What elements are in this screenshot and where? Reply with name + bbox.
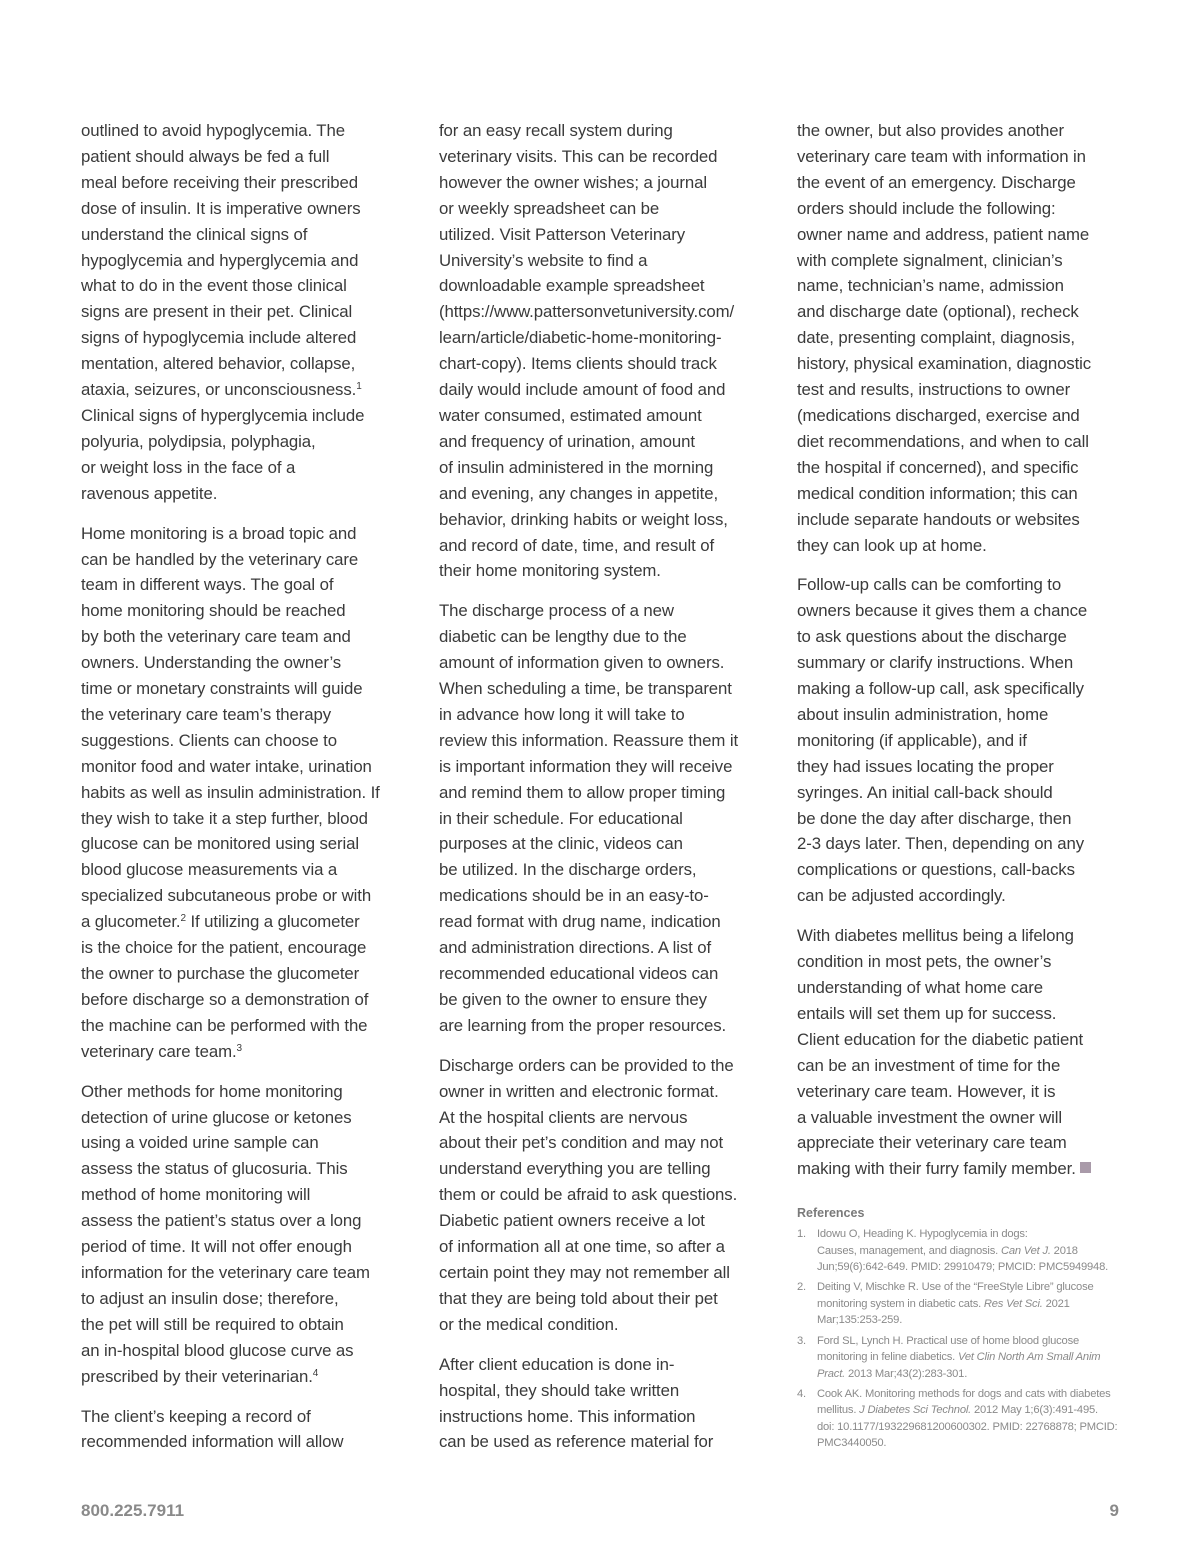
paragraph	[81, 1079, 411, 1390]
text-line: When scheduling a time, be transparent	[439, 679, 732, 699]
text-line: University’s website to find a	[439, 250, 648, 270]
references-heading: References	[797, 1206, 865, 1221]
text-line: owners. Understanding the owner’s	[81, 653, 342, 673]
reference-line: doi: 10.1177/193229681200600302. PMID: 22768878; PMCID:	[817, 1420, 1118, 1433]
text-line: understand everything you are telling	[439, 1159, 711, 1179]
text-line: (https://www.pattersonvetuniversity.com/	[439, 302, 735, 322]
text-line: be done the day after discharge, then	[797, 808, 1072, 828]
text-line: complications or questions, call-backs	[797, 860, 1075, 880]
text-line: or weekly spreadsheet can be	[439, 198, 660, 218]
text-line: and evening, any changes in appetite,	[439, 483, 719, 503]
text-line: the event of an emergency. Discharge	[797, 172, 1076, 192]
text-line: the owner to purchase the glucometer	[81, 964, 360, 983]
paragraph	[439, 1053, 769, 1338]
text-line: certain point they may not remember all	[439, 1262, 730, 1282]
text-line: ravenous appetite.	[81, 483, 218, 503]
text-line: assess the status of glucosuria. This	[81, 1159, 348, 1179]
reference-number: 2.	[797, 1281, 806, 1294]
text-line: veterinary care team. However, it is	[797, 1081, 1056, 1101]
text-line: is important information they will receive	[439, 756, 733, 776]
text-line: with complete signalment, clinician’s	[797, 250, 1063, 270]
text-line: chart-copy). Items clients should track	[439, 354, 717, 374]
paragraph	[797, 923, 1129, 1182]
citation-marker: 4	[312, 1367, 319, 1379]
reference-line: Cook AK. Monitoring methods for dogs and cats with diabetes	[817, 1387, 1111, 1400]
text-line: At the hospital clients are nervous	[439, 1107, 688, 1127]
footer-page-number: 9	[1109, 1501, 1119, 1520]
text-line: in their schedule. For educational	[439, 808, 683, 828]
text-line: are learning from the proper resources.	[439, 1015, 727, 1035]
text-line: outlined to avoid hypoglycemia. The	[81, 121, 345, 140]
text-line: meal before receiving their prescribed	[81, 172, 358, 192]
text-line: can be handled by the veterinary care	[81, 549, 359, 569]
text-line: for an easy recall system during	[439, 121, 673, 140]
column-right	[797, 118, 1129, 1456]
text-line: signs are present in their pet. Clinical	[81, 302, 353, 322]
text-line: or the medical condition.	[439, 1314, 619, 1334]
reference-number: 1.	[797, 1228, 806, 1241]
reference-line: Deiting V, Mischke R. Use of the “FreeStyle Libre” glucose	[817, 1281, 1094, 1294]
text-line: mentation, altered behavior, collapse,	[81, 354, 356, 374]
citation-marker: 2	[180, 913, 186, 925]
text-line: include separate handouts or websites	[797, 509, 1080, 529]
text-line: veterinary care team with information in	[797, 146, 1086, 166]
text-line: or weight loss in the face of a	[81, 457, 296, 477]
text-line: condition in most pets, the owner’s	[797, 952, 1052, 972]
text-line: before discharge so a demonstration of	[81, 989, 369, 1009]
text-line: information for the veterinary care team	[81, 1262, 370, 1282]
text-line: medications should be in an easy-to-	[439, 886, 709, 906]
text-line: the veterinary care team’s therapy	[81, 704, 331, 724]
text-line: (medications discharged, exercise and	[797, 405, 1080, 425]
text-line: signs of hypoglycemia include altered	[81, 328, 357, 348]
text-line: ataxia, seizures, or unconsciousness.$^1$	[81, 380, 362, 400]
text-line: glucose can be monitored using serial	[81, 834, 360, 854]
text-line: understanding of what home care	[797, 978, 1043, 997]
text-line: and frequency of urination, amount	[439, 431, 695, 451]
text-line: medical condition information; this can	[797, 483, 1078, 503]
paragraph	[439, 598, 769, 1038]
text-line: polyuria, polydipsia, polyphagia,	[81, 431, 316, 451]
text-line: The discharge process of a new	[439, 601, 674, 621]
text-line: about insulin administration, home	[797, 704, 1049, 724]
reference-line: PMC3440050.	[817, 1437, 887, 1450]
text-line: 2-3 days later. Then, depending on any	[797, 834, 1084, 854]
text-line: to adjust an insulin dose; therefore,	[81, 1288, 339, 1308]
text-line: test and results, instructions to owner	[797, 380, 1071, 400]
reference-line: Causes, management, and diagnosis. Can Vet J. 2018	[817, 1244, 1078, 1257]
end-of-article-square-icon	[1080, 1162, 1091, 1173]
text-line: by both the veterinary care team and	[81, 627, 351, 647]
text-line: assess the patient’s status over a long	[81, 1211, 362, 1231]
text-line: hospital, they should take written	[439, 1380, 680, 1400]
text-line: be utilized. In the discharge orders,	[439, 860, 697, 880]
text-line: prescribed by their veterinarian.$^4$	[81, 1366, 319, 1386]
paragraph	[797, 572, 1129, 909]
text-line: detection of urine glucose or ketones	[81, 1107, 352, 1127]
text-line: of insulin administered in the morning	[439, 457, 714, 477]
text-line: they had issues locating the proper	[797, 756, 1054, 776]
text-line: using a voided urine sample can	[81, 1133, 319, 1153]
text-line: Discharge orders can be provided to the	[439, 1055, 734, 1075]
text-line: daily would include amount of food and	[439, 380, 726, 400]
text-line: understand the clinical signs of	[81, 224, 308, 244]
text-line: method of home monitoring will	[81, 1185, 311, 1205]
text-line: to ask questions about the discharge	[797, 627, 1067, 647]
text-line: is the choice for the patient, encourage	[81, 938, 367, 958]
footer-phone-number: 800.225.7911	[81, 1501, 185, 1520]
text-line: can be an investment of time for the	[797, 1055, 1061, 1075]
text-line: date, presenting complaint, diagnosis,	[797, 328, 1075, 348]
citation-marker: 1	[356, 381, 362, 393]
text-line: amount of information given to owners.	[439, 653, 725, 673]
reference-item	[797, 1333, 1129, 1382]
text-line: and record of date, time, and result of	[439, 535, 715, 555]
text-line: them or could be afraid to ask questions.	[439, 1185, 738, 1205]
text-line: recommended educational videos can	[439, 964, 719, 983]
text-line: of information all at one time, so after a	[439, 1237, 725, 1257]
reference-number: 3.	[797, 1334, 806, 1347]
citation-marker: 3	[236, 1042, 242, 1054]
paragraph	[81, 521, 411, 1065]
text-line: orders should include the following:	[797, 198, 1056, 218]
text-line: diet recommendations, and when to call	[797, 431, 1089, 451]
text-line: Follow-up calls can be comforting to	[797, 575, 1062, 595]
text-line: and discharge date (optional), recheck	[797, 302, 1079, 322]
text-line: Diabetic patient owners receive a lot	[439, 1211, 705, 1231]
text-line: instructions home. This information	[439, 1406, 696, 1426]
text-line: they can look up at home.	[797, 535, 987, 555]
text-line: specialized subcutaneous probe or with	[81, 886, 372, 906]
reference-line: Pract. 2013 Mar;43(2):283-301.	[817, 1367, 968, 1380]
text-line: owners because it gives them a chance	[797, 601, 1088, 621]
text-line: dose of insulin. It is imperative owners	[81, 198, 361, 218]
text-line: owner name and address, patient name	[797, 224, 1090, 244]
reference-line: Ford SL, Lynch H. Practical use of home blood glucose	[817, 1334, 1079, 1347]
text-line: about their pet’s condition and may not	[439, 1133, 724, 1153]
text-line: can be used as reference material for	[439, 1432, 714, 1452]
text-line: Client education for the diabetic patient	[797, 1029, 1084, 1049]
paragraph	[797, 118, 1129, 558]
text-line: period of time. It will not offer enough	[81, 1237, 352, 1257]
reference-line: mellitus. J Diabetes Sci Technol. 2012 May 1;6(3):491-495.	[817, 1404, 1098, 1417]
paragraph	[81, 1404, 411, 1456]
text-line: veterinary visits. This can be recorded	[439, 146, 718, 166]
text-line: in advance how long it will take to	[439, 704, 685, 724]
text-line: monitor food and water intake, urination	[81, 756, 372, 776]
text-line: team in different ways. The goal of	[81, 575, 334, 595]
text-line: owner in written and electronic format.	[439, 1081, 719, 1101]
text-line: home monitoring should be reached	[81, 601, 346, 621]
column-right-body	[797, 118, 1129, 1182]
reference-line: Mar;135:253-259.	[817, 1314, 903, 1327]
text-line: the hospital if concerned), and specific	[797, 457, 1079, 477]
reference-line: Idowu O, Heading K. Hypoglycemia in dogs:	[817, 1228, 1028, 1241]
text-line: recommended information will allow	[81, 1432, 344, 1452]
text-line: habits as well as insulin administration. If	[81, 782, 380, 802]
text-line: learn/article/diabetic-home-monitoring-	[439, 328, 722, 348]
text-line: utilized. Visit Patterson Veterinary	[439, 224, 686, 244]
text-line: name, technician’s name, admission	[797, 276, 1064, 296]
paragraph	[81, 118, 411, 507]
text-line: review this information. Reassure them it	[439, 730, 739, 750]
text-line: and administration directions. A list of	[439, 938, 712, 958]
text-line: be given to the owner to ensure they	[439, 989, 707, 1009]
reference-item	[797, 1386, 1129, 1452]
column-left	[81, 118, 411, 1469]
text-line: diabetic can be lengthy due to the	[439, 627, 687, 647]
text-line: water consumed, estimated amount	[439, 405, 702, 425]
reference-item	[797, 1226, 1129, 1275]
text-line: that they are being told about their pet	[439, 1288, 718, 1308]
text-line: the pet will still be required to obtain	[81, 1314, 344, 1334]
text-line: syringes. An initial call-back should	[797, 782, 1053, 802]
text-line: blood glucose measurements via a	[81, 860, 338, 880]
text-line: suggestions. Clients can choose to	[81, 730, 337, 750]
text-line: monitoring (if applicable), and if	[797, 730, 1027, 750]
reference-item	[797, 1279, 1129, 1328]
text-line: and remind them to allow proper timing	[439, 782, 726, 802]
text-line: a glucometer.$^2$ If utilizing a glucometer	[81, 912, 360, 932]
text-line: appreciate their veterinary care team	[797, 1133, 1067, 1153]
text-line: summary or clarify instructions. When	[797, 653, 1074, 673]
paragraph	[439, 1352, 769, 1456]
text-line: a valuable investment the owner will	[797, 1107, 1063, 1127]
text-line: an in-hospital blood glucose curve as	[81, 1340, 354, 1360]
text-line: Clinical signs of hyperglycemia include	[81, 405, 365, 425]
text-line: what to do in the event those clinical	[81, 276, 347, 296]
text-line: With diabetes mellitus being a lifelong	[797, 926, 1074, 946]
text-line: however the owner wishes; a journal	[439, 172, 707, 192]
text-line: making a follow-up call, ask specifically	[797, 679, 1084, 699]
reference-line: monitoring system in diabetic cats. Res Vet Sci. 2021	[817, 1297, 1070, 1310]
text-line: the owner, but also provides another	[797, 121, 1064, 140]
text-line: veterinary care team.$^3$	[81, 1041, 242, 1061]
text-line: behavior, drinking habits or weight loss,	[439, 509, 728, 529]
reference-line: Jun;59(6):642-649. PMID: 29910479; PMCID: PMC5949948.	[817, 1261, 1109, 1274]
text-line: hypoglycemia and hyperglycemia and	[81, 250, 359, 270]
text-line: purposes at the clinic, videos can	[439, 834, 683, 854]
text-line: they wish to take it a step further, blood	[81, 808, 368, 828]
paragraph	[439, 118, 769, 584]
text-line: their home monitoring system.	[439, 561, 661, 581]
text-line: Other methods for home monitoring	[81, 1081, 343, 1101]
text-line: downloadable example spreadsheet	[439, 276, 705, 296]
text-line: the machine can be performed with the	[81, 1015, 368, 1035]
text-line: patient should always be fed a full	[81, 146, 330, 166]
reference-line: monitoring in feline diabetics. Vet Clin North Am Small Anim	[817, 1351, 1101, 1364]
reference-number: 4.	[797, 1387, 806, 1400]
column-middle	[439, 118, 769, 1469]
text-line: entails will set them up for success.	[797, 1003, 1057, 1023]
text-line: read format with drug name, indication	[439, 912, 721, 932]
text-line: The client’s keeping a record of	[81, 1406, 311, 1426]
text-line: Home monitoring is a broad topic and	[81, 523, 357, 543]
text-line: can be adjusted accordingly.	[797, 886, 1006, 906]
text-line: After client education is done in-	[439, 1354, 675, 1374]
text-line: time or monetary constraints will guide	[81, 679, 363, 699]
references-section	[797, 1206, 1129, 1451]
text-line: making with their furry family member.	[797, 1156, 1129, 1182]
text-line: history, physical examination, diagnostic	[797, 354, 1092, 374]
references-list	[797, 1226, 1129, 1451]
